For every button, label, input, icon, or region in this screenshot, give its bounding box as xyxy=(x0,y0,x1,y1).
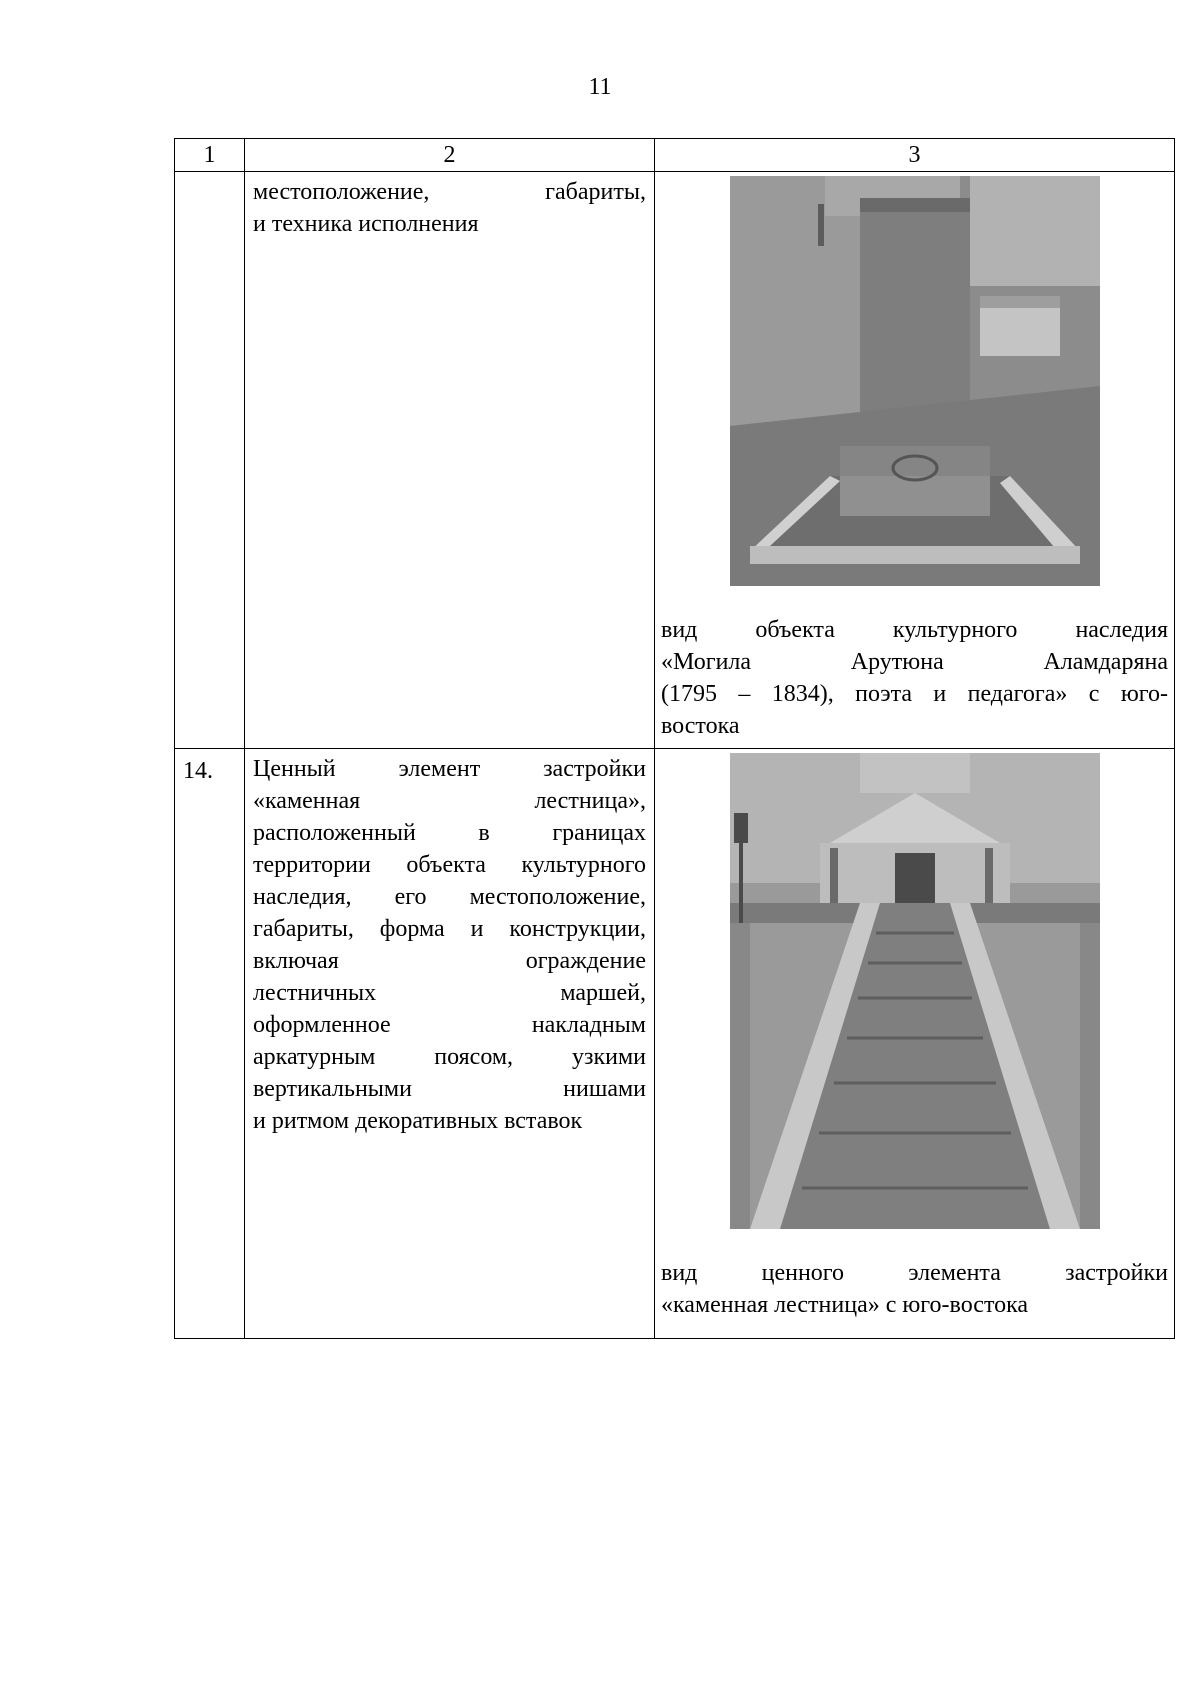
column-header-3: 3 xyxy=(655,139,1175,172)
caption-line: «каменная лестница» с юго-востока xyxy=(661,1292,1029,1318)
description-line: «каменная лестница», xyxy=(253,788,646,814)
description-line: Ценный элемент застройки xyxy=(253,756,646,782)
description-line: аркатурным поясом, узкими xyxy=(253,1044,646,1070)
table-row xyxy=(175,749,1175,1339)
caption-line: вид объекта культурного наследия xyxy=(661,617,1168,643)
caption-line: востока xyxy=(661,713,740,739)
row-number xyxy=(175,172,245,749)
row-number: 14. xyxy=(175,749,245,1339)
row-description xyxy=(245,749,655,1339)
table-header-row xyxy=(175,139,1175,172)
row-illustration xyxy=(655,749,1175,1339)
description-line: включая ограждение xyxy=(253,948,646,974)
page-number: 11 xyxy=(588,74,612,100)
description-line: и техника исполнения xyxy=(253,211,479,237)
grave-monument-photo xyxy=(730,176,1100,586)
description-line: наследия, его местоположение, xyxy=(253,884,646,910)
description-line: лестничных маршей, xyxy=(253,980,646,1006)
row-illustration xyxy=(655,172,1175,749)
description-line: территории объекта культурного xyxy=(253,852,646,878)
heritage-table xyxy=(174,138,1175,1339)
row-description xyxy=(245,172,655,749)
column-header-1: 1 xyxy=(175,139,245,172)
caption-line: (1795 – 1834), поэта и педагога» с юго- xyxy=(661,681,1168,707)
table-row xyxy=(175,172,1175,749)
caption-line: вид ценного элемента застройки xyxy=(661,1260,1168,1286)
stone-staircase-photo xyxy=(730,753,1100,1229)
description-line: местоположение, габариты, xyxy=(253,179,646,205)
description-line: и ритмом декоративных вставок xyxy=(253,1108,583,1134)
row-caption xyxy=(661,614,1168,742)
description-line: габариты, форма и конструкции, xyxy=(253,916,646,942)
description-line: оформленное накладным xyxy=(253,1012,646,1038)
row-caption xyxy=(661,1257,1168,1321)
caption-line: «Могила Арутюна Аламдаряна xyxy=(661,649,1168,675)
column-header-2: 2 xyxy=(245,139,655,172)
description-line: расположенный в границах xyxy=(253,820,646,846)
description-line: вертикальными нишами xyxy=(253,1076,646,1102)
